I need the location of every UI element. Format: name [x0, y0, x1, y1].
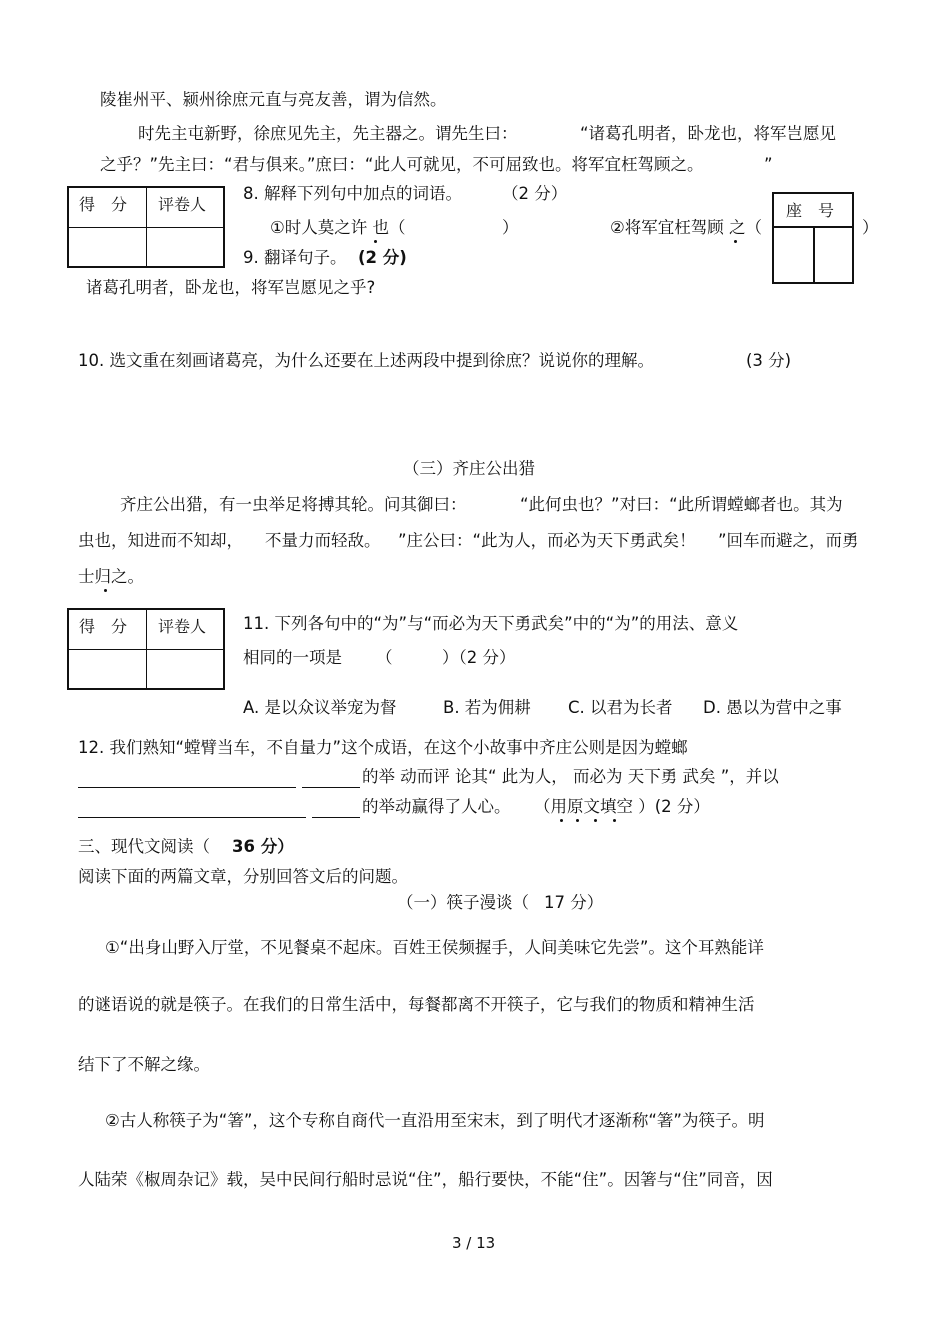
- emphasis-dot: [613, 819, 616, 822]
- option-c: C. 以君为长者: [568, 698, 673, 717]
- question-11-paren: （ ）（2 分）: [376, 648, 516, 667]
- seat-label: 座 号: [786, 201, 835, 220]
- passage-line: 士归之。: [78, 567, 144, 586]
- question-11-prompt-2: 相同的一项是: [243, 648, 342, 667]
- question-10-prompt: 10. 选文重在刻画诸葛亮，为什么还要在上述两段中提到徐庶？说说你的理解。: [78, 351, 654, 370]
- emphasis-dot: [594, 819, 597, 822]
- question-8-item-1: ①时人莫之许 也（: [270, 218, 406, 237]
- question-8-item-1-close: ）: [502, 218, 519, 237]
- answer-blank[interactable]: [78, 817, 306, 818]
- passage-line: ”: [764, 155, 773, 174]
- article-line: 人陆荣《椒周杂记》载，吴中民间行船时忌说“住”，船行要快，不能“住”。因箸与“住”同音，因: [78, 1170, 773, 1189]
- question-12-prompt: 12. 我们熟知“螳臂当车，不自量力”这个成语，在这个小故事中齐庄公则是因为螳螂: [78, 738, 688, 757]
- grader-label: 评卷人: [158, 195, 207, 214]
- article-title: （一）筷子漫谈（: [397, 893, 529, 912]
- section-heading: 三、现代文阅读（: [78, 837, 210, 856]
- passage-line: 之乎？”先主曰：“君与俱来。”庶曰：“此人可就见，不可屈致也。将军宜枉驾顾之。: [100, 155, 704, 174]
- emphasis-dot: [104, 589, 107, 592]
- answer-blank[interactable]: [78, 787, 296, 788]
- passage-line: “此何虫也？”对曰：“此所谓螳螂者也。其为: [520, 495, 843, 514]
- grader-label: 评卷人: [158, 617, 207, 636]
- question-8-prompt: 8. 解释下列句中加点的词语。: [243, 184, 462, 203]
- question-9-points: (2 分): [358, 248, 407, 267]
- question-8-points: （2 分）: [502, 184, 568, 203]
- emphasis-dot: [576, 819, 579, 822]
- article-title-points: 17 分）: [544, 893, 604, 912]
- passage-line: 不量力而轻敌。: [265, 531, 381, 550]
- article-line: ①“出身山野入厅堂，不见餐桌不起床。百姓王侯频握手，人间美味它先尝”。这个耳熟能详: [105, 938, 764, 957]
- score-label: 得 分: [79, 617, 128, 636]
- score-box: [67, 608, 225, 690]
- question-12-line-3: 的举动赢得了人心。: [362, 797, 511, 816]
- question-12-hint: （用原文填空 ）(2 分）: [534, 797, 710, 816]
- answer-blank[interactable]: [302, 787, 360, 788]
- answer-blank[interactable]: [312, 817, 360, 818]
- question-9-sentence: 诸葛孔明者，卧龙也，将军岂愿见之乎?: [86, 278, 376, 297]
- question-10-points: (3 分): [746, 351, 792, 370]
- emphasis-dot: [734, 240, 737, 243]
- seat-number-box: [772, 192, 854, 284]
- article-line: 的谜语说的就是筷子。在我们的日常生活中，每餐都离不开筷子，它与我们的物质和精神生活: [78, 995, 755, 1014]
- passage-line: 陵崔州平、颍州徐庶元直与亮友善，谓为信然。: [100, 90, 447, 109]
- option-a: A. 是以众议举宠为督: [243, 698, 397, 717]
- passage-line: ”回车而避之，而勇: [718, 531, 859, 550]
- score-label: 得 分: [79, 195, 128, 214]
- article-line: ②古人称筷子为“箸”，这个专称自商代一直沿用至宋末，到了明代才逐渐称“箸”为筷子。明: [105, 1111, 765, 1130]
- page-number: 3 / 13: [452, 1234, 496, 1252]
- passage-line: “诸葛孔明者，卧龙也，将军岂愿见: [580, 124, 837, 143]
- option-d: D. 愚以为营中之事: [703, 698, 842, 717]
- section-instruction: 阅读下面的两篇文章，分别回答文后的问题。: [78, 867, 408, 886]
- question-12-line-2: 的举 动而评 论其“ 此为人， 而必为 天下勇 武矣 ”，并以: [362, 767, 779, 786]
- article-line: 结下了不解之缘。: [78, 1055, 210, 1074]
- passage-line: 虫也，知进而不知却，: [78, 531, 243, 550]
- question-9-prompt: 9. 翻译句子。: [243, 248, 347, 267]
- option-b: B. 若为佣耕: [443, 698, 531, 717]
- passage-line: 齐庄公出猎，有一虫举足将搏其轮。问其御曰：: [120, 495, 467, 514]
- emphasis-dot: [560, 819, 563, 822]
- passage-line: ”庄公曰：“此为人，而必为天下勇武矣！: [398, 531, 696, 550]
- question-8-item-2-close: ）: [862, 218, 879, 237]
- score-box: [67, 186, 225, 268]
- question-8-item-2: ②将军宜枉驾顾 之（: [610, 218, 763, 237]
- section-points: 36 分）: [232, 837, 294, 856]
- emphasis-dot: [374, 240, 377, 243]
- passage-title: （三）齐庄公出猎: [403, 459, 535, 478]
- question-11-prompt: 11. 下列各句中的“为”与“而必为天下勇武矣”中的“为”的用法、意义: [243, 614, 739, 633]
- passage-line: 时先主屯新野，徐庶见先主，先主器之。谓先生曰：: [138, 124, 518, 143]
